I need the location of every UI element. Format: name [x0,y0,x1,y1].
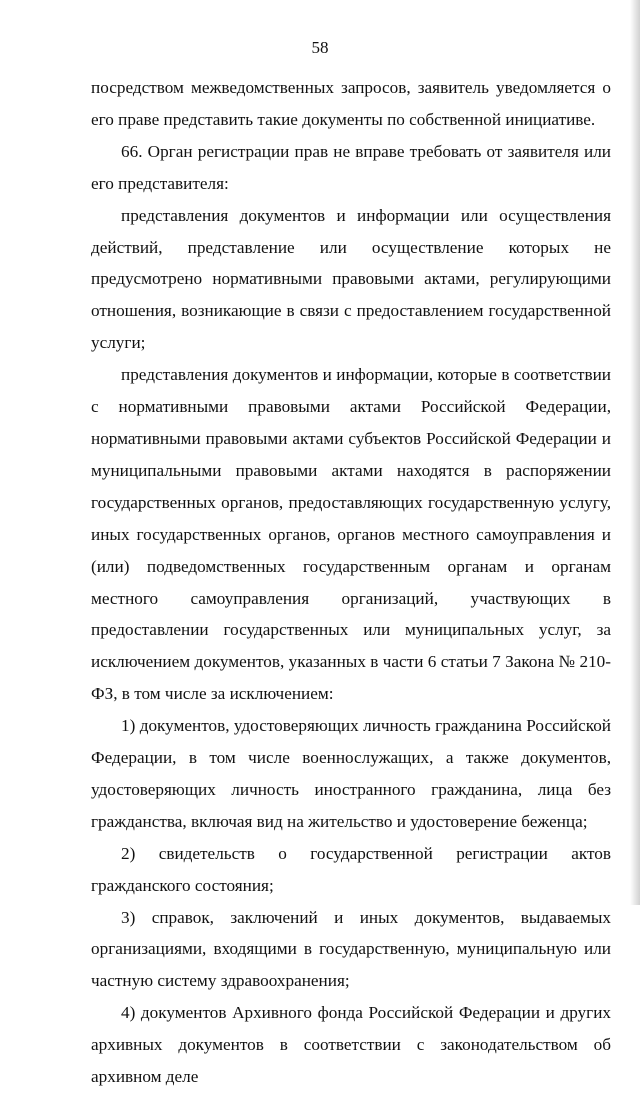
list-item-4: 4) документов Архивного фонда Российской Федерации и других архивных документов в соответствии с законодательством об архивном деле [91,1003,611,1087]
list-item-3: 3) справок, заключений и иных документов, выдаваемых организациями, входящими в государственную, муниципальную или частную систему здравоохранения; [91,907,611,991]
document-body [91,72,611,1093]
paragraph-actions-clause: представления документов и информации или осуществления действий, представление или осуществление которых не предусмотрено нормативными правовыми актами, регулирующими отношения, возникающие в связи с предоставлением государственной услуги; [91,205,611,353]
paragraph-continuation: посредством межведомственных запросов, заявитель уведомляется о его праве представить такие документы по собственной инициативе. [91,78,611,129]
paragraph-documents-clause: представления документов и информации, которые в соответствии с нормативными правовыми актами Российской Федерации, нормативными правовыми актами субъектов Российской Федерации и муниципальными правовыми актами находятся в распоряжении государственных органов, предоставляющих государственную услугу, иных государственных органов, органов местного самоуправления и (или) подведомственных государственным органам и органам местного самоуправления организаций, участвующих в предоставлении государственных или муниципальных услуг, за исключением документов, указанных в части 6 статьи 7 Закона № 210-ФЗ, в том числе за исключением: [91,365,611,704]
page-number: 58 [311,38,329,57]
page-edge-shadow [630,0,640,905]
paragraph-item-66: 66. Орган регистрации прав не вправе требовать от заявителя или его представителя: [91,141,611,193]
list-item-2: 2) свидетельств о государственной регистрации актов гражданского состояния; [91,843,611,895]
list-item-1: 1) документов, удостоверяющих личность гражданина Российской Федерации, в том числе военнослужащих, а также документов, удостоверяющих личность иностранного гражданина, лица без гражданства, включая вид на жительство и удостоверение беженца; [91,716,611,831]
